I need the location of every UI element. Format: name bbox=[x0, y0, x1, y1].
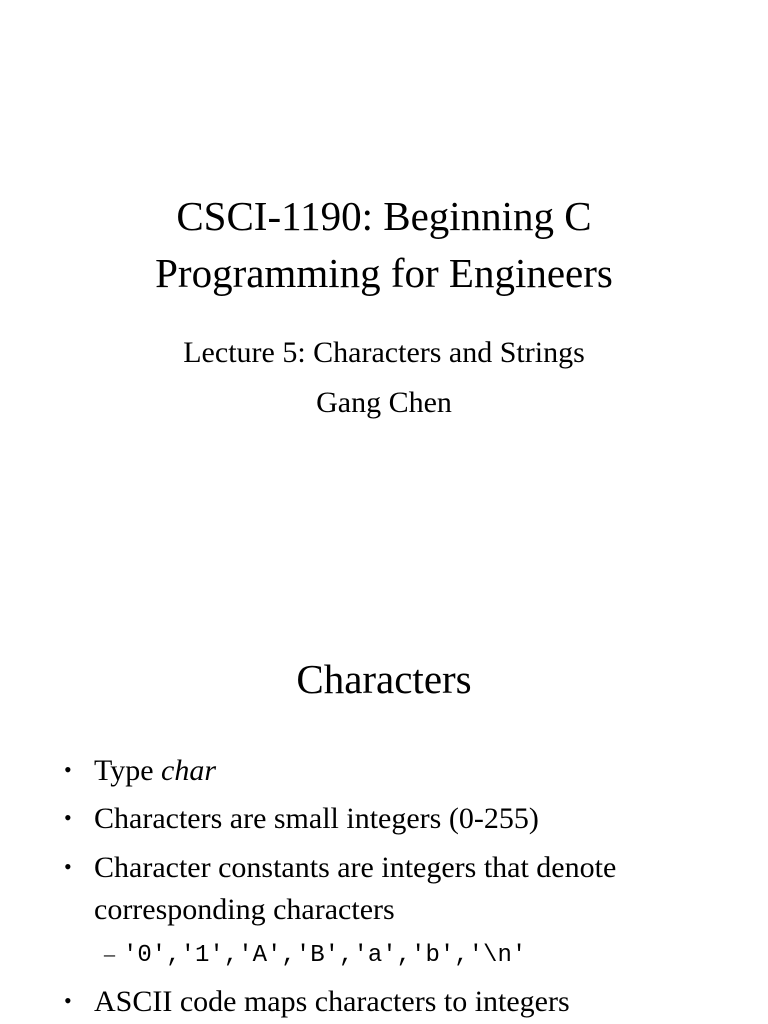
bullet-text-prefix: Type bbox=[94, 754, 162, 787]
bullet-icon: • bbox=[64, 988, 72, 1013]
bullet-icon: • bbox=[64, 757, 72, 782]
characters-slide bbox=[0, 600, 768, 1024]
lecture-subtitle: Lecture 5: Characters and Strings bbox=[183, 336, 585, 369]
bullet-item-small-integers bbox=[64, 798, 734, 840]
bullet-icon: • bbox=[64, 854, 72, 879]
author-name: Gang Chen bbox=[316, 386, 452, 419]
code-examples: '0','1','A','B','a','b','\n' bbox=[123, 942, 527, 969]
course-title-line-2: Programming for Engineers bbox=[155, 250, 613, 296]
bullet-text-emphasis: char bbox=[161, 754, 217, 787]
sub-bullet-examples bbox=[104, 934, 526, 976]
bullet-text: Characters are small integers (0-255) bbox=[94, 802, 539, 835]
slide-title: Characters bbox=[296, 656, 472, 702]
bullet-icon: • bbox=[64, 805, 72, 830]
bullet-text: Character constants are integers that denote corresponding characters bbox=[94, 851, 617, 926]
bullet-item-character-constants bbox=[64, 847, 734, 931]
bullet-text: ASCII code maps characters to integers bbox=[94, 985, 570, 1018]
course-title-line-1: CSCI-1190: Beginning C bbox=[176, 193, 592, 239]
bullet-item-type-char bbox=[64, 750, 734, 792]
bullet-item-ascii bbox=[64, 981, 734, 1023]
dash-icon: – bbox=[104, 941, 115, 966]
